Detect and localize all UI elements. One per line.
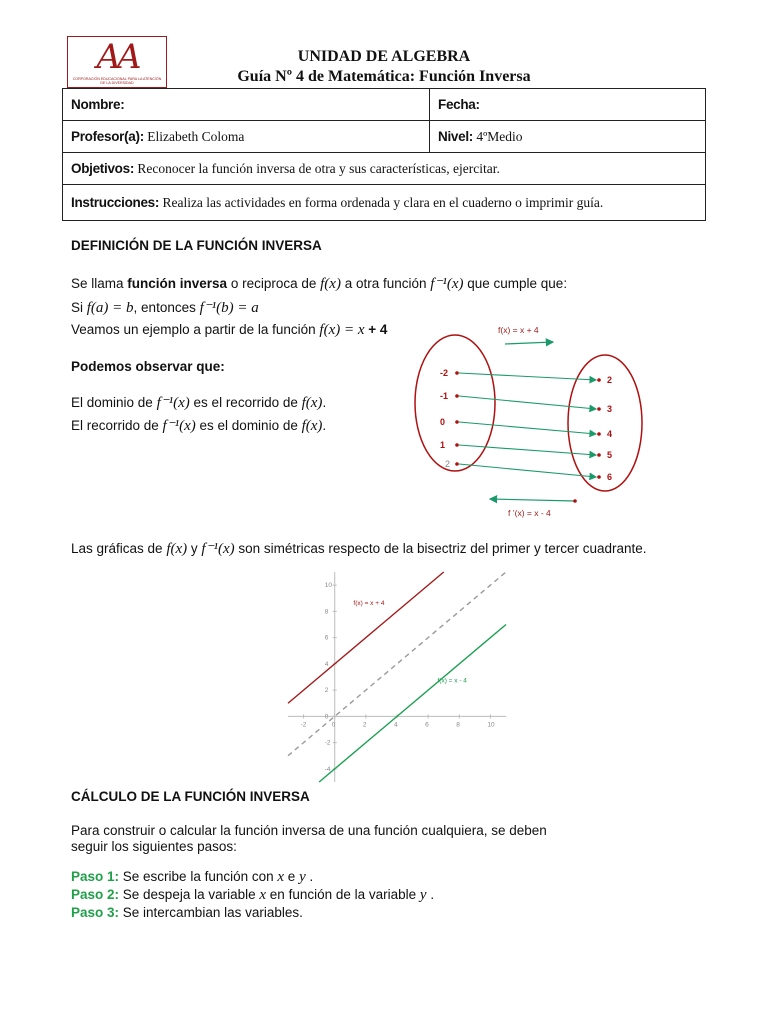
- fecha-label: Fecha:: [438, 96, 480, 112]
- x-tick-label: 2: [362, 721, 367, 729]
- mapping-arrow: [459, 464, 596, 477]
- y-tick-label: -4: [324, 765, 331, 773]
- inverse-arrow: [490, 499, 575, 501]
- range-value: 5: [607, 450, 613, 460]
- range-dot: [597, 475, 601, 479]
- y-tick-label: 4: [324, 660, 329, 668]
- profesor-label: Profesor(a):: [71, 128, 144, 144]
- range-dot: [597, 432, 601, 436]
- range-dot: [597, 407, 601, 411]
- step-1: Paso 1: Se escribe la función con x e y .: [71, 869, 314, 885]
- domain-dot: [455, 420, 459, 424]
- range-dot: [597, 378, 601, 382]
- y-tick-label: -2: [324, 739, 331, 747]
- calculation-intro-1: Para construir o calcular la función inversa de una función cualquiera, se deben: [71, 823, 547, 838]
- step-2: Paso 2: Se despeja la variable x en función de la variable y .: [71, 887, 435, 903]
- calculation-heading: CÁLCULO DE LA FUNCIÓN INVERSA: [71, 789, 310, 804]
- domain-oval: [415, 335, 495, 471]
- nombre-label: Nombre:: [71, 96, 125, 112]
- inverse-arrow-dot: [573, 499, 577, 503]
- mapping-bottom-label: f ’(x) = x - 4: [508, 508, 551, 518]
- domain-value: 2: [445, 459, 451, 469]
- unit-title: UNIDAD DE ALGEBRA: [297, 48, 471, 65]
- domain-dot: [455, 443, 459, 447]
- x-tick-label: 6: [425, 721, 429, 729]
- mapping-top-label: f(x) = x + 4: [498, 325, 539, 335]
- info-table: [62, 88, 706, 221]
- domain-value: -1: [440, 391, 449, 401]
- range-value: 6: [607, 472, 613, 482]
- guide-title: Guía Nº 4 de Matemática: Función Inversa: [237, 68, 531, 85]
- range-statement: El recorrido de f⁻¹(x) es el dominio de f(x).: [71, 418, 327, 434]
- profesor-value: Elizabeth Coloma: [147, 128, 245, 144]
- objetivos-value: Reconocer la función inversa de otra y sus características, ejercitar.: [137, 160, 500, 176]
- nivel-value: 4ºMedio: [476, 128, 523, 144]
- instrucciones-value: Realiza las actividades en forma ordenada y clara en el cuaderno o imprimir guía.: [162, 194, 604, 210]
- series-line: [288, 572, 444, 703]
- logo-tagline: CORPORACIÓN EDUCACIONAL PARA LA ATENCIÓN DE LA DIVERSIDAD: [72, 77, 162, 85]
- objetivos-label: Objetivos:: [71, 160, 135, 176]
- definition-heading: DEFINICIÓN DE LA FUNCIÓN INVERSA: [71, 238, 322, 253]
- domain-value: -2: [440, 368, 449, 378]
- domain-dot: [455, 394, 459, 398]
- domain-value: 1: [440, 440, 446, 450]
- y-tick-label: 6: [324, 634, 329, 642]
- mapping-arrow: [459, 445, 596, 455]
- mapping-arrow: [459, 373, 596, 380]
- step-3: Paso 3: Se intercambian las variables.: [71, 905, 303, 920]
- x-tick-label: 8: [456, 721, 460, 729]
- forward-arrow: [505, 342, 553, 344]
- domain-value: 0: [440, 417, 446, 427]
- series-label: f(x) = x + 4: [353, 599, 385, 607]
- y-tick-label: 8: [324, 608, 329, 616]
- mapping-diagram: [410, 318, 670, 528]
- y-tick-label: 0: [324, 713, 329, 721]
- observe-heading: Podemos observar que:: [71, 359, 225, 374]
- x-tick-label: 4: [394, 721, 398, 729]
- instrucciones-label: Instrucciones:: [71, 194, 160, 210]
- series-line: [319, 625, 506, 783]
- x-tick-label: -2: [300, 721, 307, 729]
- y-tick-label: 10: [324, 582, 332, 590]
- series-label: f(x) = x - 4: [437, 677, 467, 685]
- range-dot: [597, 453, 601, 457]
- example-line: Veamos un ejemplo a partir de la función f(x) = x + 4: [71, 322, 388, 338]
- x-tick-label: 10: [487, 721, 495, 729]
- definition-line-1: Se llama función inversa o reciproca de f(x) a otra función f⁻¹(x) que cumple que:: [71, 276, 568, 292]
- symmetry-statement: Las gráficas de f(x) y f⁻¹(x) son simétricas respecto de la bisectriz del primer y tercer cuadrante.: [71, 541, 647, 557]
- range-value: 2: [607, 375, 613, 385]
- y-tick-label: 2: [324, 687, 329, 695]
- domain-statement: El dominio de f⁻¹(x) es el recorrido de f(x).: [71, 395, 327, 411]
- domain-dot: [455, 462, 459, 466]
- definition-line-2: Si f(a) = b, entonces f⁻¹(b) = a: [71, 300, 259, 316]
- logo-letters: AA: [96, 37, 138, 77]
- range-oval: [568, 355, 642, 491]
- x-tick-label: 0: [331, 721, 336, 729]
- function-graph: [280, 566, 512, 788]
- domain-dot: [455, 371, 459, 375]
- mapping-arrow: [459, 396, 596, 409]
- range-value: 4: [607, 429, 613, 439]
- mapping-arrow: [459, 422, 596, 434]
- nivel-label: Nivel:: [438, 128, 473, 144]
- range-value: 3: [607, 404, 613, 414]
- calculation-intro-2: seguir los siguientes pasos:: [71, 839, 237, 854]
